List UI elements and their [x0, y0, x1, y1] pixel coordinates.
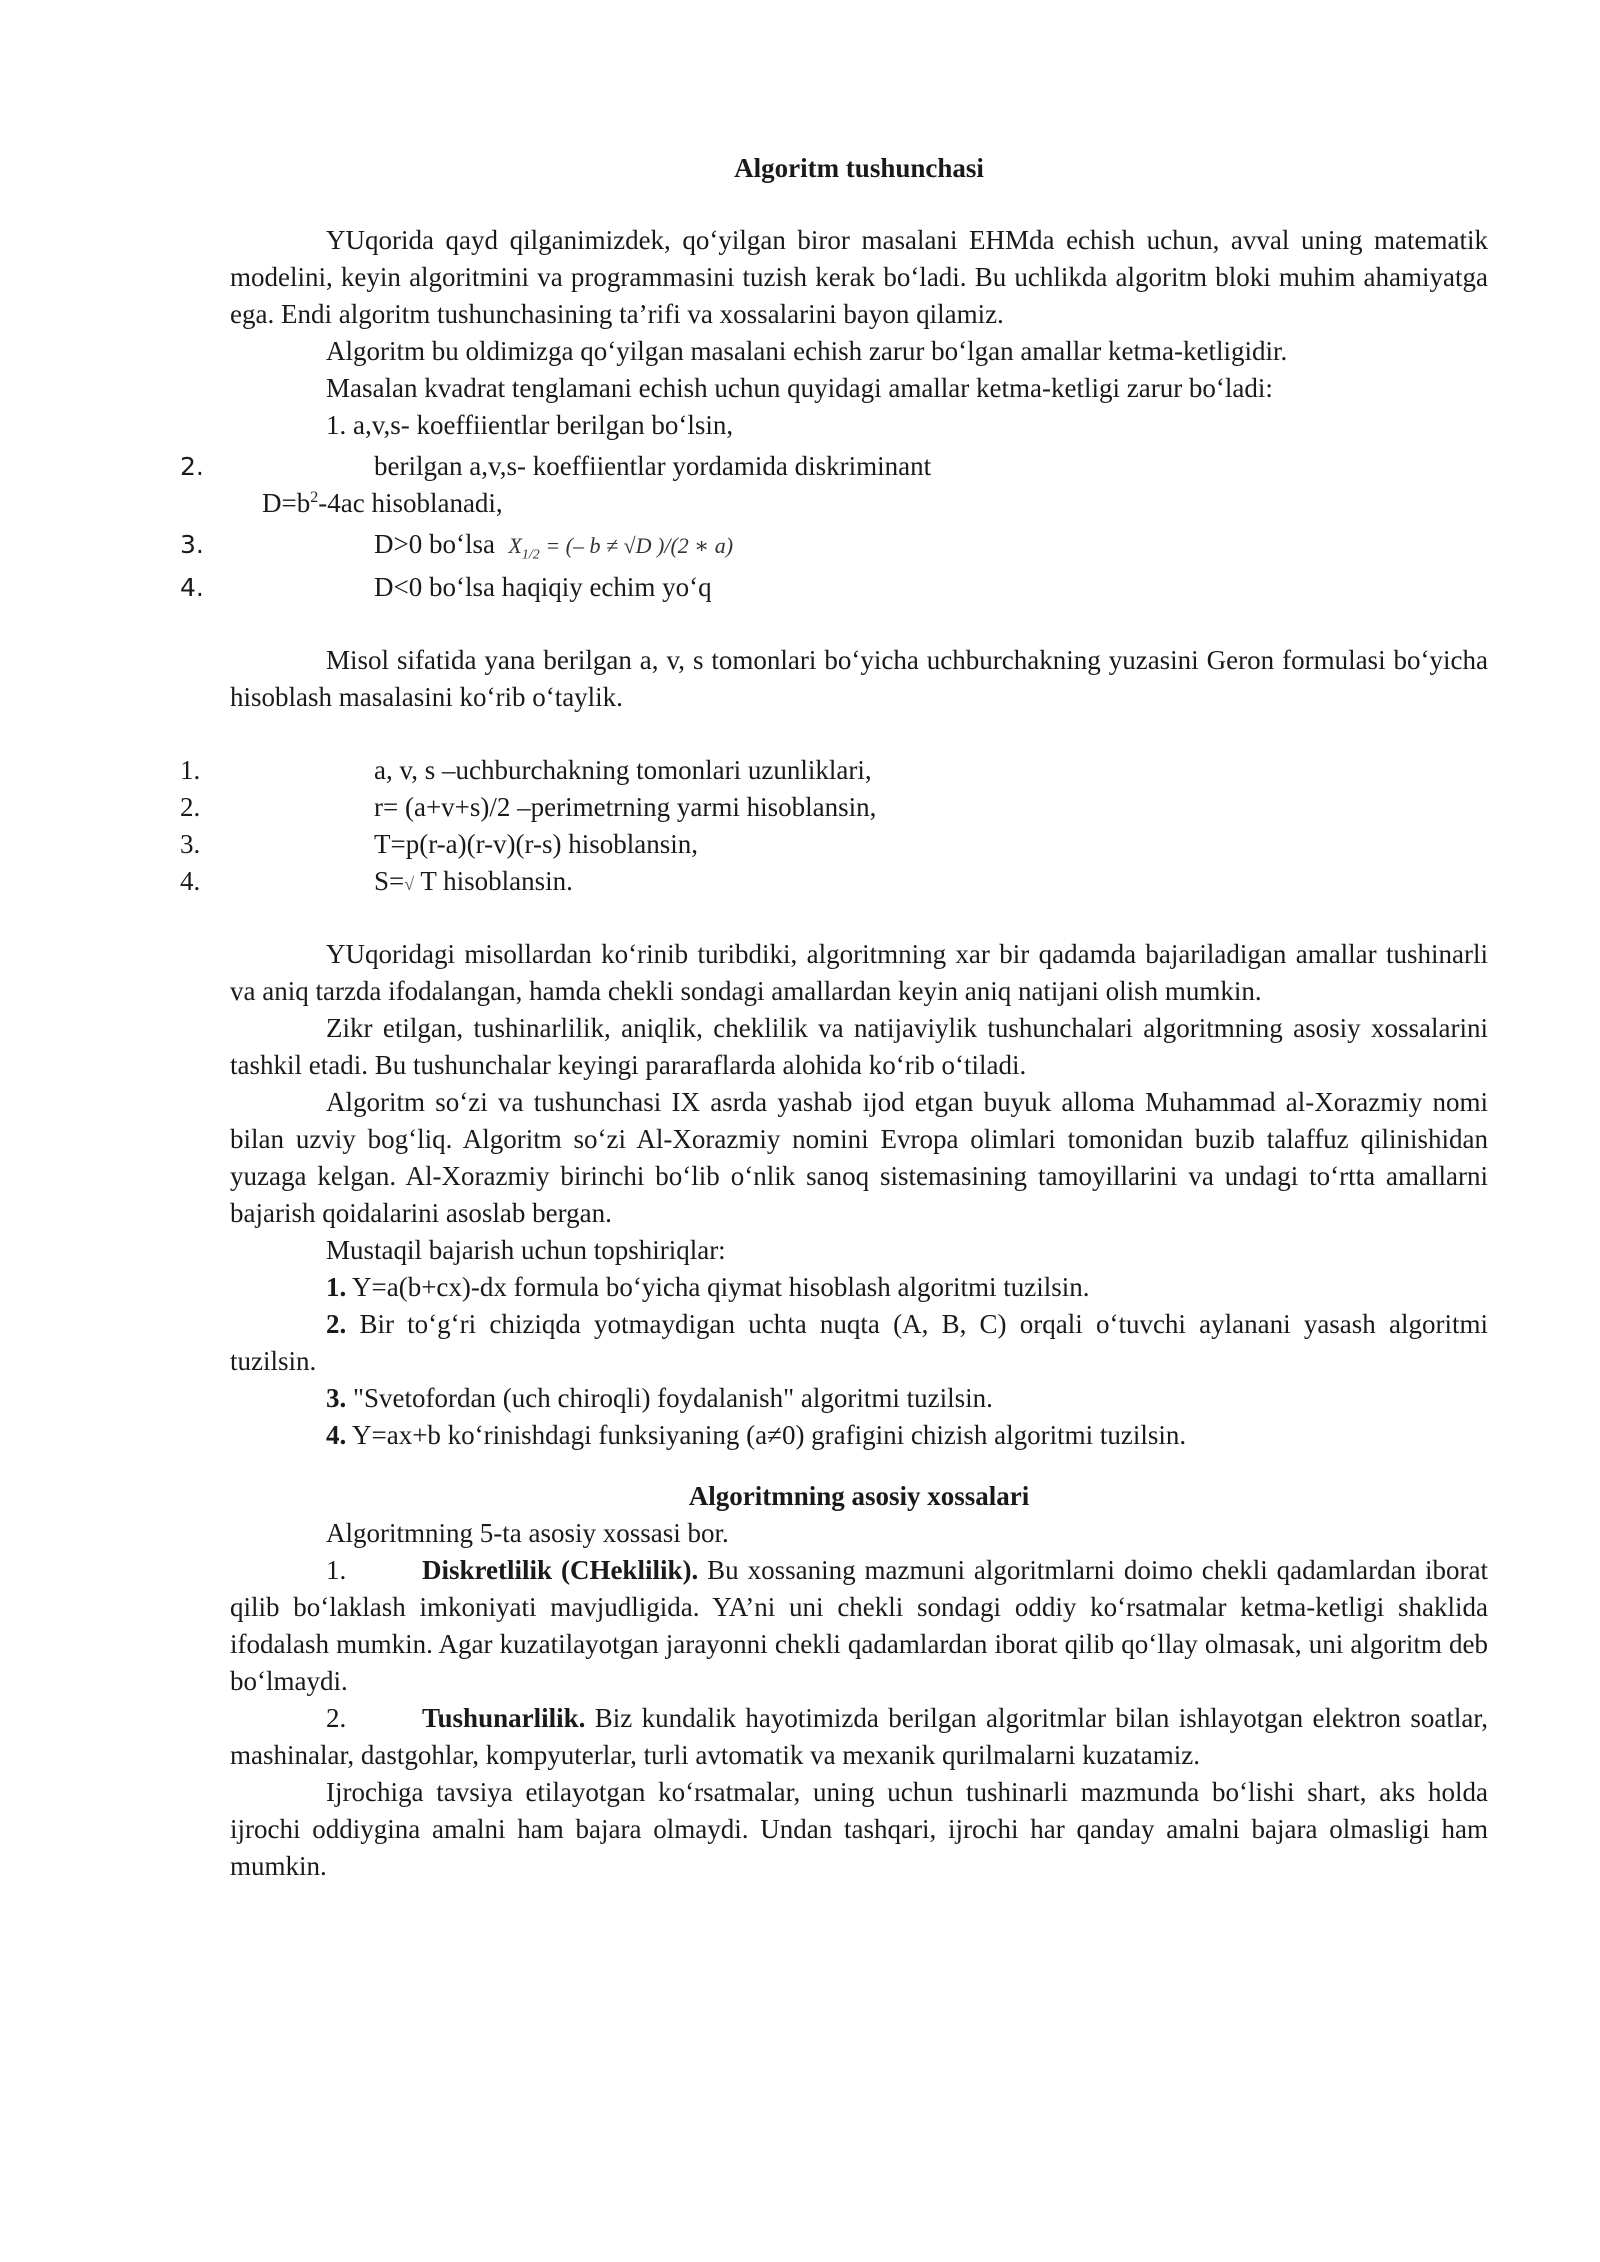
properties-paragraph: Zikr etilgan, tushinarlilik, aniqlik, cheklilik va natijaviylik tushunchalari algoritmning asosiy xossalarini tashkil etadi. Bu tushunchalar keyingi pararaflarda alohida ko‘rib o‘tiladi. [230, 1013, 1488, 1080]
quad-step-1 [230, 407, 1488, 444]
spacer [230, 606, 1488, 642]
geron-step-1 [180, 752, 1488, 789]
quad-step-2-text: berilgan a,v,s- koeffiientlar yordamida diskriminant [374, 451, 932, 481]
geron-step-3 [180, 826, 1488, 863]
geron-step-2 [180, 789, 1488, 826]
discriminant-sup: 2 [310, 489, 319, 506]
example-intro-paragraph: Masalan kvadrat tenglamani echish uchun quyidagi amallar ketma-ketligi zarur bo‘ladi: [326, 373, 1273, 403]
section-title: Algoritmning asosiy xossalari [688, 1481, 1030, 1511]
geron-step-4 [180, 863, 1488, 900]
property-1 [230, 1552, 1488, 1700]
task-2-number: 2. [326, 1309, 347, 1339]
page-title: Algoritm tushunchasi [734, 153, 984, 183]
area-formula-pre: S= [374, 866, 405, 896]
quad-step-2 [180, 448, 1488, 485]
task-3 [230, 1380, 1488, 1417]
task-4 [230, 1417, 1488, 1454]
property-2-number: 2. [326, 1703, 347, 1733]
intro-paragraph: YUqorida qayd qilganimizdek, qo‘yilgan biror masalani EHMda echish uchun, avval uning matematik modelini, keyin algoritmini va programmasini tuzish kerak bo‘ladi. Bu uchlikda algoritm bloki muhim ahamiyatga ega. Endi algoritm tushunchasining ta’rifi va xossalarini bayon qilamiz. [230, 225, 1488, 329]
quad-step-3-number: 3. [180, 530, 204, 559]
quad-step-2b [230, 485, 1488, 522]
section-intro: Algoritmning 5-ta asosiy xossasi bor. [326, 1518, 729, 1548]
roots-formula [503, 533, 734, 563]
spacer [230, 1454, 1488, 1478]
property-1-number: 1. [326, 1555, 347, 1585]
discriminant-formula [262, 485, 503, 522]
discriminant-post: -4ac hisoblanadi, [318, 488, 503, 518]
task-1 [230, 1269, 1488, 1306]
property-1-text: Bu xossaning mazmuni algoritmlarni doimo chekli qadamlardan iborat qilib bo‘laklash imkoniyati mavjudligida. YA’ni uni chekli sondagi oddiy ko‘rsatmalar ketma-ketligi shaklida ifodalash mumkin. Agar kuzatilayotgan jarayonni chekli qadamlardan iborat qilib qo‘llay olmasak, uni algoritm deb bo‘lmaydi. [230, 1555, 1488, 1696]
task-4-number: 4. [326, 1420, 347, 1450]
tasks-heading: Mustaqil bajarish uchun topshiriqlar: [326, 1235, 726, 1265]
quad-step-3-text [374, 526, 733, 573]
geron-step-4-number: 4. [180, 866, 201, 896]
spacer [230, 900, 1488, 936]
property-2 [230, 1700, 1488, 1774]
discriminant-pre: D=b [262, 488, 311, 518]
task-3-number: 3. [326, 1383, 347, 1413]
geron-step-4-text [374, 863, 573, 903]
quad-step-4 [180, 569, 1488, 606]
geron-step-1-text: a, v, s –uchburchakning tomonlari uzunliklari, [374, 755, 872, 785]
quad-step-3 [180, 526, 1488, 563]
property-2-term: Tushunarlilik. [422, 1703, 586, 1733]
roots-formula-x: X [508, 533, 522, 558]
area-formula-post: T hisoblansin. [414, 866, 573, 896]
quad-step-3-label: D>0 bo‘lsa [374, 529, 495, 559]
examples-paragraph: YUqoridagi misollardan ko‘rinib turibdiki, algoritmning xar bir qadamda bajariladigan amallar tushinarli va aniq tarzda ifodalangan, hamda chekli sondagi amallardan keyin aniq natijani olish mumkin. [230, 939, 1488, 1006]
task-4-text: Y=ax+b ko‘rinishdagi funksiyaning (a≠0) grafigini chizish algoritmi tuzilsin. [346, 1420, 1187, 1450]
roots-formula-rest: = (– b ≠ √D )/(2 ∗ a) [545, 533, 734, 558]
geron-step-3-text: T=p(r-a)(r-v)(r-s) hisoblansin, [374, 829, 698, 859]
property-1-term: Diskretlilik (CHeklilik). [422, 1555, 699, 1585]
task-3-text: "Svetofordan (uch chiroqli) foydalanish" algoritmi tuzilsin. [346, 1383, 993, 1413]
geron-step-1-number: 1. [180, 755, 201, 785]
definition-paragraph: Algoritm bu oldimizga qo‘yilgan masalani echish zarur bo‘lgan amallar ketma-ketligidir. [326, 336, 1288, 366]
spacer [230, 716, 1488, 752]
quad-step-4-number: 4. [180, 573, 204, 602]
history-paragraph: Algoritm so‘zi va tushunchasi IX asrda yashab ijod etgan buyuk alloma Muhammad al-Xorazmiy nomi bilan uzviy bog‘liq. Algoritm so‘zi Al-Xorazmiy nomini Evropa olimlari tomonidan buzib talaffuz qilinishidan yuzaga kelgan. Al-Xorazmiy birinchi bo‘lib o‘nlik sanoq sistemasining tamoyillarini va undagi to‘rtta amallarni bajarish qoidalarini asoslab bergan. [230, 1087, 1488, 1228]
geron-step-3-number: 3. [180, 829, 201, 859]
quad-step-2-number: 2. [180, 452, 204, 481]
task-1-text: Y=a(b+cx)-dx formula bo‘yicha qiymat hisoblash algoritmi tuzilsin. [346, 1272, 1090, 1302]
geron-step-2-text: r= (a+v+s)/2 –perimetrning yarmi hisoblansin, [374, 792, 877, 822]
final-paragraph: Ijrochiga tavsiya etilayotgan ko‘rsatmalar, uning uchun tushinarli mazmunda bo‘lishi shart, aks holda ijrochi oddiygina amalni ham bajara olmaydi. Undan tashqari, ijrochi har qanday amalni bajara olmasligi ham mumkin. [230, 1777, 1488, 1881]
quad-step-4-text: D<0 bo‘lsa haqiqiy echim yo‘q [374, 572, 712, 602]
geron-intro-paragraph: Misol sifatida yana berilgan a, v, s tomonlari bo‘yicha uchburchakning yuzasini Geron formulasi bo‘yicha hisoblash masalasini ko‘rib o‘taylik. [230, 645, 1488, 712]
property-2-text: Biz kundalik hayotimizda berilgan algoritmlar bilan ishlayotgan elektron soatlar, mashinalar, dastgohlar, kompyuterlar, turli avtomatik va mexanik qurilmalarni kuzatamiz. [230, 1703, 1488, 1770]
quad-step-1-text: 1. a,v,s- koeffiientlar berilgan bo‘lsin, [326, 410, 734, 440]
roots-formula-sub: 1/2 [521, 547, 540, 563]
sqrt-icon: √ [404, 874, 415, 894]
task-2-text: Bir to‘g‘ri chiziqda yotmaydigan uchta nuqta (A, B, C) orqali o‘tuvchi aylanani yasash algoritmi tuzilsin. [230, 1309, 1488, 1376]
geron-step-2-number: 2. [180, 792, 201, 822]
task-2 [230, 1306, 1488, 1380]
task-1-number: 1. [326, 1272, 347, 1302]
document-body [180, 150, 1488, 1885]
